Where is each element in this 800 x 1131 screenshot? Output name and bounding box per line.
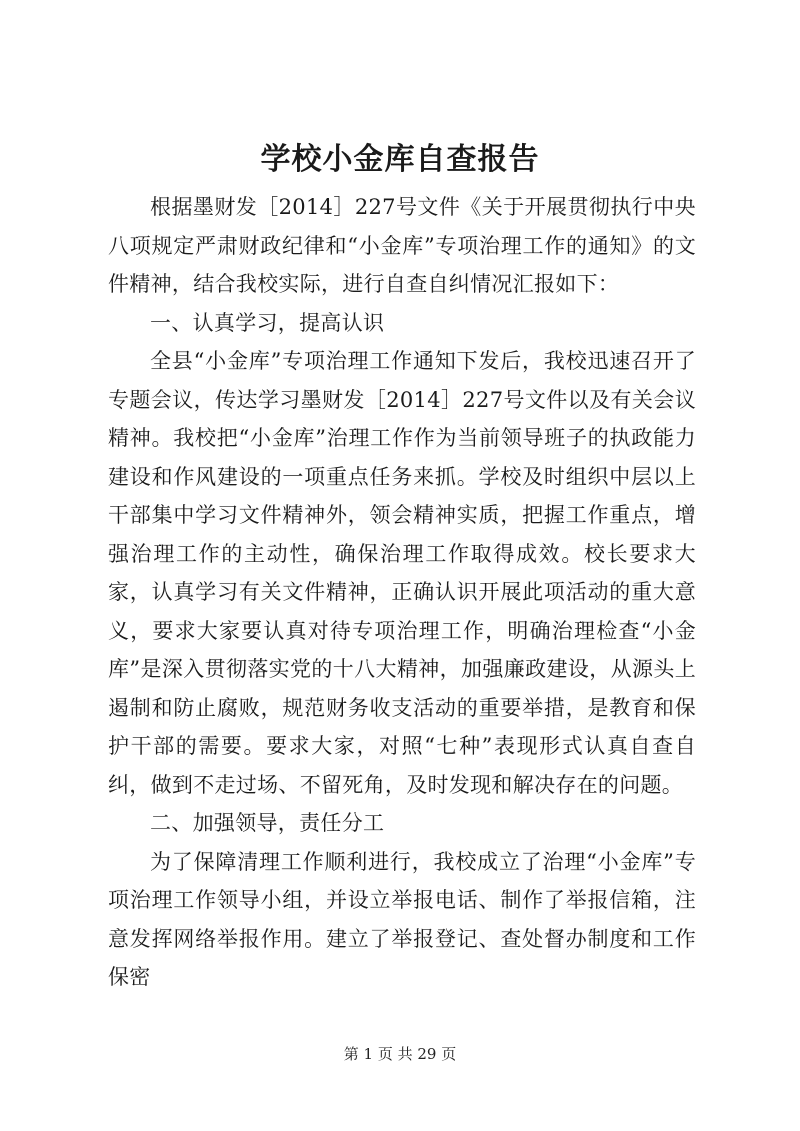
section-1-paragraph: 全县“小金库”专项治理工作通知下发后，我校迅速召开了专题会议，传达学习墨财发［2014］227号文件以及有关会议精神。我校把“小金库”治理工作作为当前领导班子的执政能力建设和作风建设的一项重点任务来抓。学校及时组织中层以上干部集中学习文件精神外，领会精神实质，把握工作重点，增强治理工作的主动性，确保治理工作取得成效。校长要求大家，认真学习有关文件精神，正确认识开展此项活动的重大意义，要求大家要认真对待专项治理工作，明确治理检查“小金库”是深入贯彻落实党的十八大精神，加强廉政建设，从源头上遏制和防止腐败，规范财务收支活动的重要举措，是教育和保护干部的需要。要求大家，对照“七种”表现形式认真自查自纠，做到不走过场、不留死角，及时发现和解决存在的问题。 xyxy=(108,349,696,797)
document-title: 学校小金库自查报告 xyxy=(260,142,540,177)
intro-paragraph: 根据墨财发［2014］227号文件《关于开展贯彻执行中央八项规定严肃财政纪律和“小金库”专项治理工作的通知》的文件精神，结合我校实际，进行自查自纠情况汇报如下： xyxy=(108,195,696,296)
section-2-paragraph: 为了保障清理工作顺利进行，我校成立了治理“小金库”专项治理工作领导小组，并设立举报电话、制作了举报信箱，注意发挥网络举报作用。建立了举报登记、查处督办制度和工作保密 xyxy=(108,849,696,989)
section-heading-1: 一、认真学习，提高认识 xyxy=(150,310,385,335)
section-heading-2: 二、加强领导，责任分工 xyxy=(150,811,385,835)
document-body xyxy=(108,188,696,997)
page-number-footer: 第 1 页 共 29 页 xyxy=(343,1045,457,1063)
